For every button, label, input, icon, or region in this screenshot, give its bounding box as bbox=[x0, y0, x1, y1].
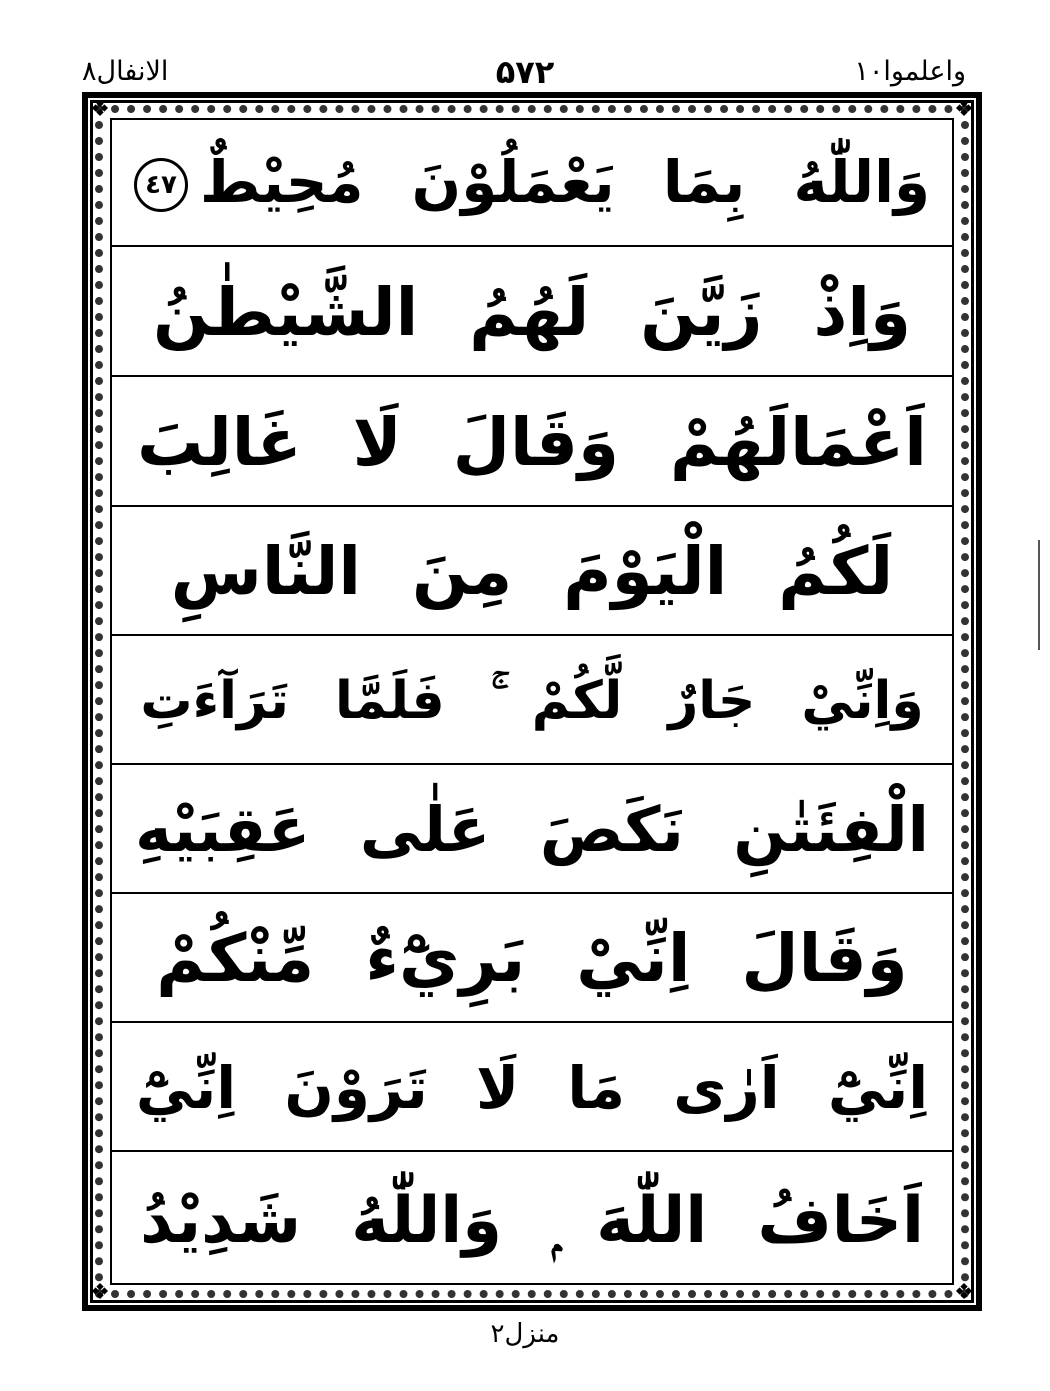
juz-name: واعلموا١٠ bbox=[854, 56, 966, 87]
verse-text: وَقَالَ اِنِّيْ بَرِيْٓءٌ مِّنْكُمْ bbox=[156, 919, 908, 997]
ayah-number-marker: ٤٧ bbox=[134, 158, 188, 212]
verse-text: وَاِنِّيْ جَارٌ لَّكُمْ ۚ فَلَمَّا تَرَآءَتِ bbox=[140, 670, 924, 731]
verse-line-9 bbox=[112, 1154, 952, 1285]
verse-line-3 bbox=[112, 380, 952, 507]
verse-line-4 bbox=[112, 509, 952, 636]
verse-line-1 bbox=[112, 120, 952, 247]
margin-mark bbox=[1038, 540, 1040, 650]
page-frame bbox=[82, 92, 982, 1311]
verse-text: وَاللّٰهُ بِمَا يَعْمَلُوْنَ مُحِيْطٌ٤٧ bbox=[134, 153, 930, 213]
manzil-label: منزل٢ bbox=[490, 1319, 560, 1349]
surah-name: الانفال٨ bbox=[82, 56, 169, 87]
verse-text: اِنِّيْٓ اَرٰى مَا لَا تَرَوْنَ اِنِّيْٓ bbox=[135, 1053, 929, 1122]
verse-text: اَعْمَالَهُمْ وَقَالَ لَا غَالِبَ bbox=[137, 403, 927, 481]
verse-line-5 bbox=[112, 638, 952, 765]
verse-text: اَخَافُ اللّٰهَ ۭ وَاللّٰهُ شَدِيْدُ bbox=[140, 1183, 924, 1258]
verse-line-7 bbox=[112, 896, 952, 1023]
corner-ornament-icon: ❖ bbox=[954, 97, 974, 122]
page-number: ۵۷۲ bbox=[495, 53, 555, 91]
verse-line-2 bbox=[112, 250, 952, 377]
corner-ornament-icon: ❖ bbox=[90, 1280, 110, 1305]
corner-ornament-icon: ❖ bbox=[90, 97, 110, 122]
verse-text: وَاِذْ زَيَّنَ لَهُمُ الشَّيْطٰنُ bbox=[153, 273, 911, 351]
verse-line-6 bbox=[112, 767, 952, 894]
verse-line-8 bbox=[112, 1025, 952, 1152]
verse-text: الْفِئَتٰنِ نَكَصَ عَلٰى عَقِبَيْهِ bbox=[135, 792, 929, 866]
verse-text: لَكُمُ الْيَوْمَ مِنَ النَّاسِ bbox=[170, 532, 894, 610]
corner-ornament-icon: ❖ bbox=[954, 1280, 974, 1305]
text-block bbox=[110, 118, 954, 1285]
